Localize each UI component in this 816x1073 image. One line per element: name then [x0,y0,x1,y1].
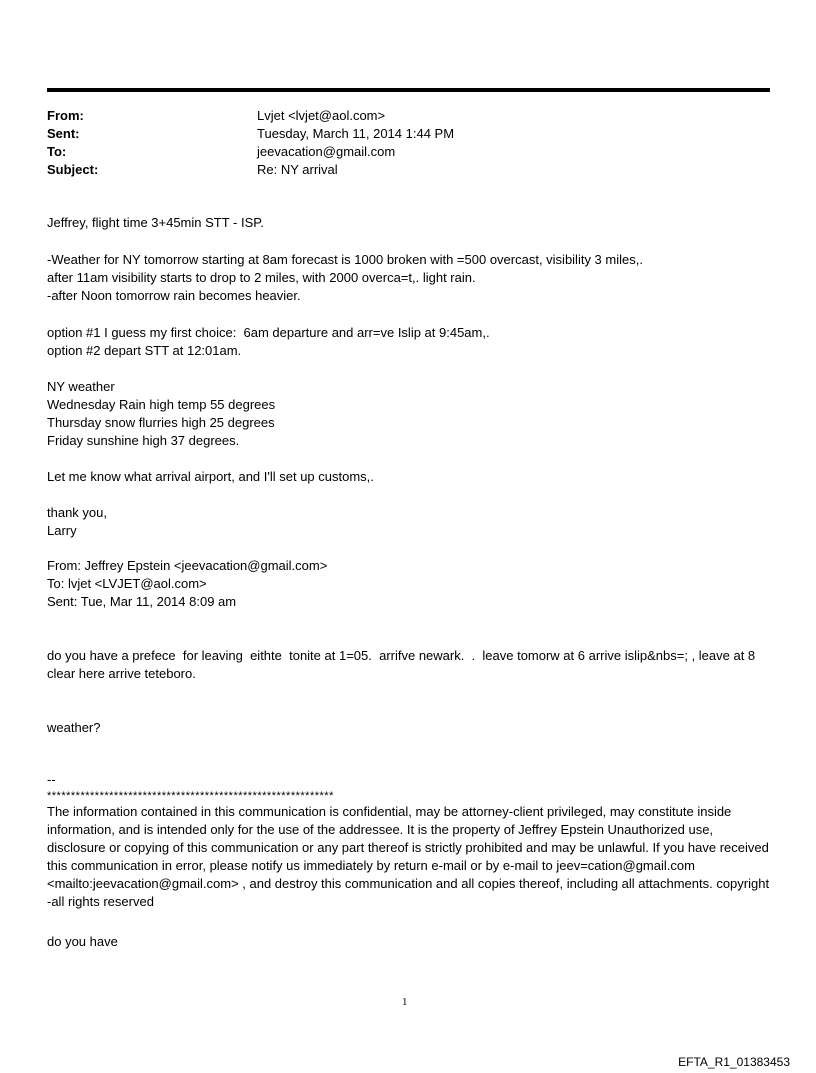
bates-number: EFTA_R1_01383453 [678,1055,790,1069]
to-label: To: [47,144,67,159]
signature-block [47,771,772,911]
from-label: From: [47,108,84,123]
body-line: do you have a prefece for leaving eithte tonite at 1=05. arrifve newark. . leave tomorw at 6 arrive islip&nbs=; , leave at 8 clear here arrive teteboro. [47,648,759,681]
sig-stars: ************************************************************ [47,790,334,802]
body-line: thank you, [47,505,107,520]
disclaimer-text: The information contained in this communication is confidential, may be attorney-client privileged, may constitute inside information, and is intended only for the use of the addressee. It is the property of Jeffrey Epstein Unauthorized use, disclosure or copying of this communication or any part thereof is strictly prohibited and may be unlawful. If you have received this communication in error, please notify us immediately by return e-mail or by e-mail to jeev=cation@gmail.com <mailto:jeevacation@gmail.com> , and destroy this communication and all copies thereof, including all attachments. copyright -all rights reserved [47,804,773,909]
customs-line [47,468,772,486]
body-line: do you have [47,934,118,949]
sig-dash: -- [47,772,56,787]
body-line: Let me know what arrival airport, and I'll set up customs,. [47,469,374,484]
page-number: 1 [402,996,408,1008]
quoted-message [47,647,772,683]
quoted-to: To: lvjet <LVJET@aol.com> [47,576,207,591]
closing-block [47,504,772,540]
body-line: weather? [47,720,101,735]
quoted-from: From: Jeffrey Epstein <jeevacation@gmail.com> [47,558,328,573]
tail-line [47,933,772,951]
sent-label: Sent: [47,126,80,141]
body-line: NY weather [47,379,115,394]
quoted-sent: Sent: Tue, Mar 11, 2014 8:09 am [47,594,237,609]
weather-question [47,719,772,737]
body-line: -after Noon tomorrow rain becomes heavier. [47,288,301,303]
body-line: option #2 depart STT at 12:01am. [47,343,242,358]
ny-weather-block [47,378,772,450]
weather-forecast-block [47,251,772,305]
subject-label: Subject: [47,162,99,177]
message-body [47,214,772,232]
to-value: jeevacation@gmail.com [257,144,396,159]
body-line: after 11am visibility starts to drop to 2 miles, with 2000 overca=t,. light rain. [47,270,476,285]
body-line: -Weather for NY tomorrow starting at 8am forecast is 1000 broken with =500 overcast, visibility 3 miles,. [47,252,643,267]
body-line: Friday sunshine high 37 degrees. [47,433,240,448]
body-line: option #1 I guess my first choice: 6am departure and arr=ve Islip at 9:45am,. [47,325,490,340]
signature-name: Larry [47,523,77,538]
sent-value: Tuesday, March 11, 2014 1:44 PM [257,126,455,141]
body-line: Thursday snow flurries high 25 degrees [47,415,275,430]
quoted-header [47,557,772,611]
from-value: Lvjet <lvjet@aol.com> [257,108,386,123]
subject-value: Re: NY arrival [257,162,338,177]
body-line: Wednesday Rain high temp 55 degrees [47,397,276,412]
body-line: Jeffrey, flight time 3+45min STT - ISP. [47,215,264,230]
header-rule [47,88,770,92]
options-block [47,324,772,360]
